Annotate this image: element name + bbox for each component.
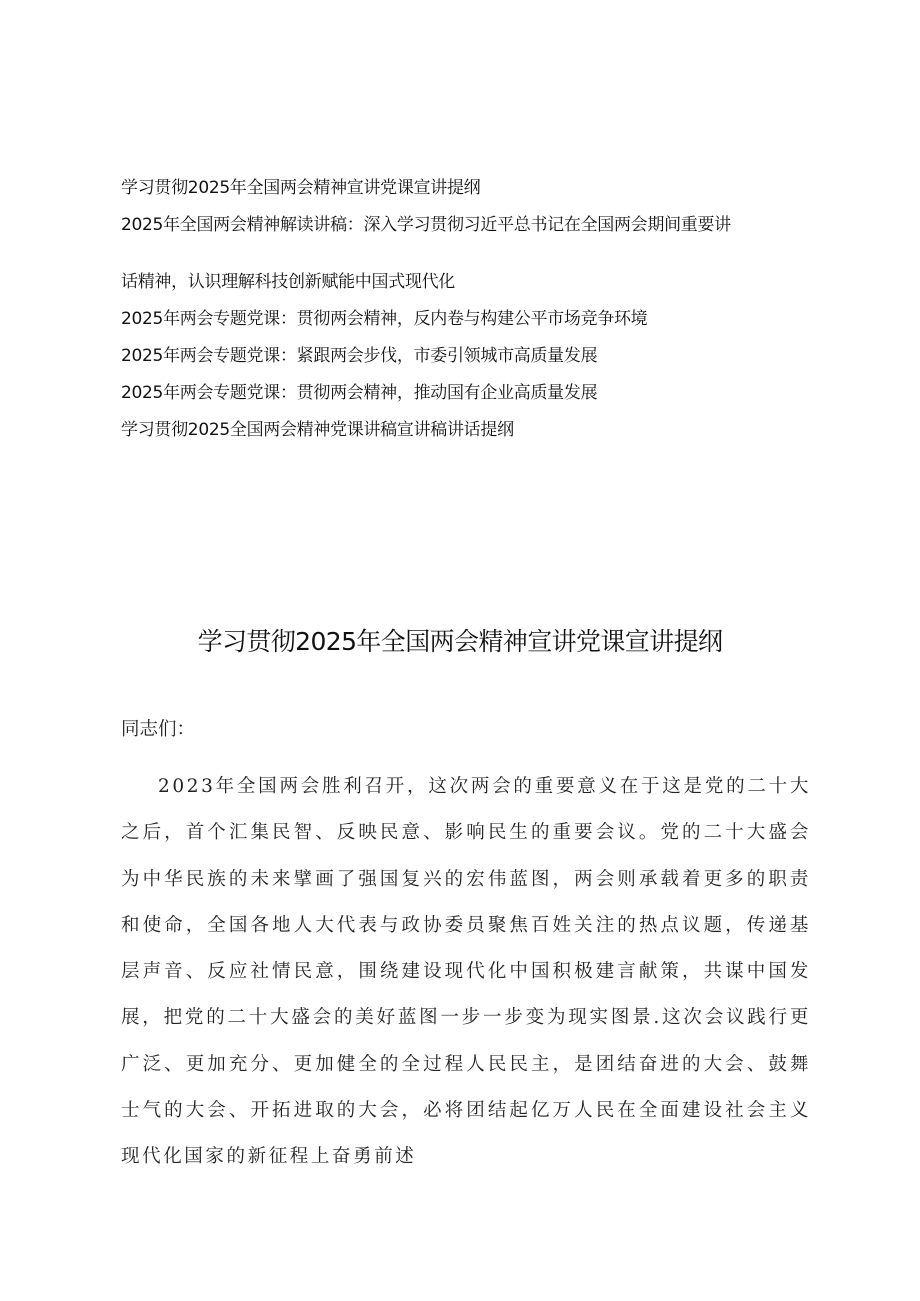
toc-item: 2025年两会专题党课：贯彻两会精神，推动国有企业高质量发展	[121, 383, 598, 403]
document-body	[121, 716, 811, 1181]
toc-item: 2025年两会专题党课：贯彻两会精神，反内卷与构建公平市场竞争环境	[121, 309, 648, 329]
body-paragraph: 2023年全国两会胜利召开，这次两会的重要意义在于这是党的二十大之后，首个汇集民智、反映民意、影响民生的重要会议。党的二十大盛会为中华民族的未来擘画了强国复兴的宏伟蓝图，两会则承载着更多的职责和使命，全国各地人大代表与政协委员聚焦百姓关注的热点议题，传递基层声音、反应社情民意，围绕建设现代化中国积极建言献策，共谋中国发展，把党的二十大盛会的美好蓝图一步一步变为现实图景.这次会议践行更广泛、更加充分、更加健全的全过程人民民主，是团结奋进的大会、鼓舞士气的大会、开拓进取的大会，必将团结起亿万人民在全面建设社会主义现代化国家的新征程上奋勇前述	[121, 776, 811, 1168]
toc-item: 2025年全国两会精神解读讲稿：深入学习贯彻习近平总书记在全国两会期间重要讲	[121, 215, 731, 235]
toc-item-continuation: 话精神，认识理解科技创新赋能中国式现代化	[121, 272, 455, 292]
salutation: 同志们：	[121, 719, 196, 740]
toc-item: 学习贯彻2025年全国两会精神宣讲党课宣讲提纲	[121, 178, 481, 198]
toc-item: 2025年两会专题党课：紧跟两会步伐，市委引领城市高质量发展	[121, 346, 598, 366]
toc-item: 学习贯彻2025全国两会精神党课讲稿宣讲稿讲话提纲	[121, 420, 514, 440]
document-title: 学习贯彻2025年全国两会精神宣讲党课宣讲提纲	[197, 627, 723, 656]
table-of-contents	[121, 160, 821, 459]
